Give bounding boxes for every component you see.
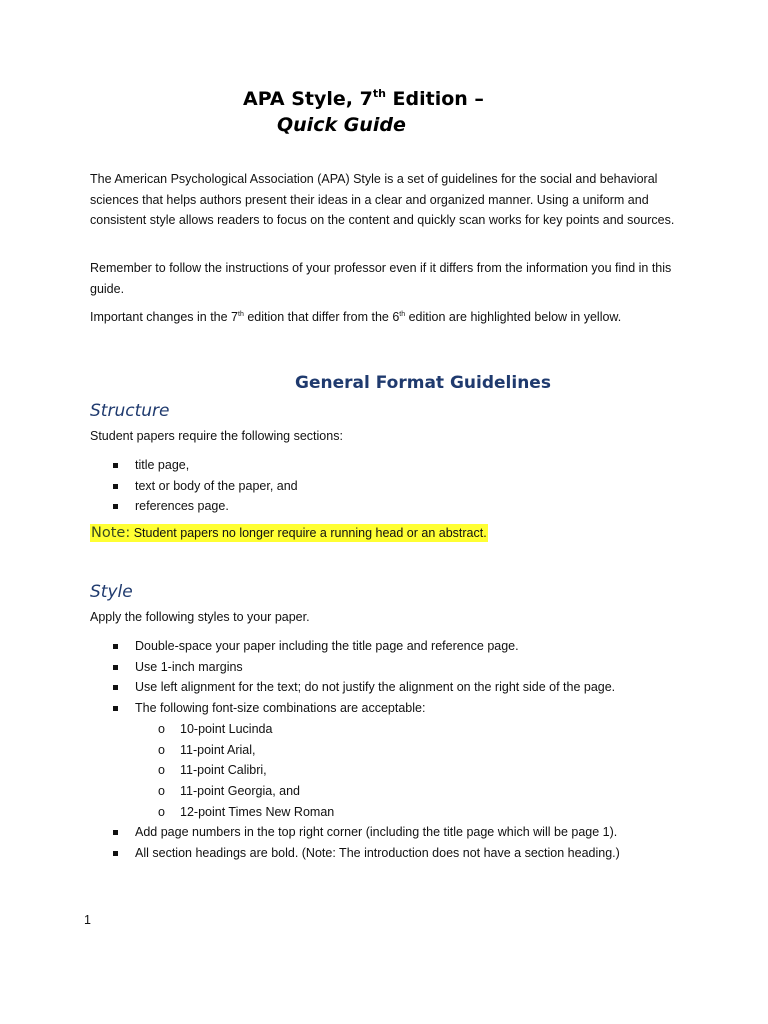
note-label: Note:: [91, 525, 131, 541]
list-item: [90, 496, 710, 517]
sub-list-item-text: 12-point Times New Roman: [180, 804, 335, 819]
page-number: 1: [84, 913, 91, 927]
sub-list-item: [90, 740, 710, 761]
bullet-square-icon: [113, 851, 118, 856]
sub-list-item-text: 10-point Lucinda: [180, 721, 273, 736]
structure-heading: Structure: [90, 401, 170, 421]
superscript-th: th: [238, 311, 244, 318]
bullet-square-icon: [113, 665, 118, 670]
title-line-1: [243, 88, 484, 110]
note-highlight: [90, 524, 488, 542]
list-item-text: text or body of the paper, and: [135, 478, 298, 493]
title-superscript: th: [372, 87, 386, 100]
list-item: [90, 476, 710, 497]
changes-text-a: Important changes in the 7: [90, 310, 239, 324]
list-item: [90, 843, 710, 864]
sub-list-item-text: 11-point Arial,: [180, 742, 256, 757]
bullet-square-icon: [113, 685, 118, 690]
style-lead: Apply the following styles to your paper.: [90, 610, 310, 624]
sub-list-container: [90, 719, 710, 823]
sub-list-item: [90, 719, 710, 740]
circle-bullet-icon: o: [158, 742, 165, 757]
bullet-square-icon: [113, 644, 118, 649]
sub-list-item: [90, 760, 710, 781]
list-item-text: Use left alignment for the text; do not justify the alignment on the right side of the page.: [135, 680, 616, 695]
list-item: [90, 657, 710, 678]
list-item-text: All section headings are bold. (Note: The introduction does not have a section heading.): [135, 846, 620, 861]
changes-text-b: edition that differ from the 6: [243, 310, 400, 324]
changes-paragraph: [90, 307, 680, 328]
superscript-th-2: th: [399, 311, 406, 318]
list-item: [90, 822, 710, 843]
list-item-text: The following font-size combinations are acceptable:: [135, 701, 426, 716]
list-item: [90, 698, 710, 719]
changes-text-c: edition are highlighted below in yellow.: [405, 310, 622, 324]
bullet-square-icon: [113, 504, 118, 509]
circle-bullet-icon: o: [158, 763, 165, 778]
bullet-square-icon: [113, 463, 118, 468]
general-format-heading: General Format Guidelines: [295, 373, 551, 393]
sub-list-item-text: 11-point Calibri,: [180, 763, 267, 778]
font-sub-list: [90, 719, 710, 823]
title-text: APA Style, 7: [243, 88, 373, 110]
circle-bullet-icon: o: [158, 804, 165, 819]
style-list: [90, 636, 710, 864]
bullet-square-icon: [113, 830, 118, 835]
sub-list-item: [90, 781, 710, 802]
sub-list-item: [90, 802, 710, 823]
intro-paragraph: The American Psychological Association (APA) Style is a set of guidelines for the social and behavioral sciences that helps authors present their ideas in a clear and organized manner. Using a uniform and consistent style allows readers to focus on the content and quickly scan works for key points and sources.: [90, 172, 675, 227]
list-item-text: references page.: [135, 499, 229, 514]
title-text-end: Edition –: [385, 88, 484, 110]
bullet-square-icon: [113, 484, 118, 489]
list-item-text: Double-space your paper including the title page and reference page.: [135, 639, 519, 653]
bullet-square-icon: [113, 706, 118, 711]
title-line-2: Quick Guide: [277, 114, 406, 136]
sub-list-item-text: 11-point Georgia, and: [180, 783, 300, 798]
note-text: Student papers no longer require a running head or an abstract.: [130, 526, 487, 540]
list-item: [90, 677, 710, 698]
instructions-paragraph: Remember to follow the instructions of your professor even if it differs from the information you find in this guide.: [90, 261, 672, 296]
structure-lead: Student papers require the following sections:: [90, 429, 343, 443]
list-item-text: Use 1-inch margins: [135, 659, 243, 674]
list-item: [90, 455, 710, 476]
circle-bullet-icon: o: [158, 783, 165, 798]
list-item: [90, 636, 710, 657]
style-heading: Style: [90, 582, 133, 602]
list-item-text: Add page numbers in the top right corner (including the title page which will be page 1).: [135, 825, 618, 840]
circle-bullet-icon: o: [158, 721, 165, 736]
list-item-text: title page,: [135, 458, 190, 472]
structure-list: [90, 455, 710, 517]
